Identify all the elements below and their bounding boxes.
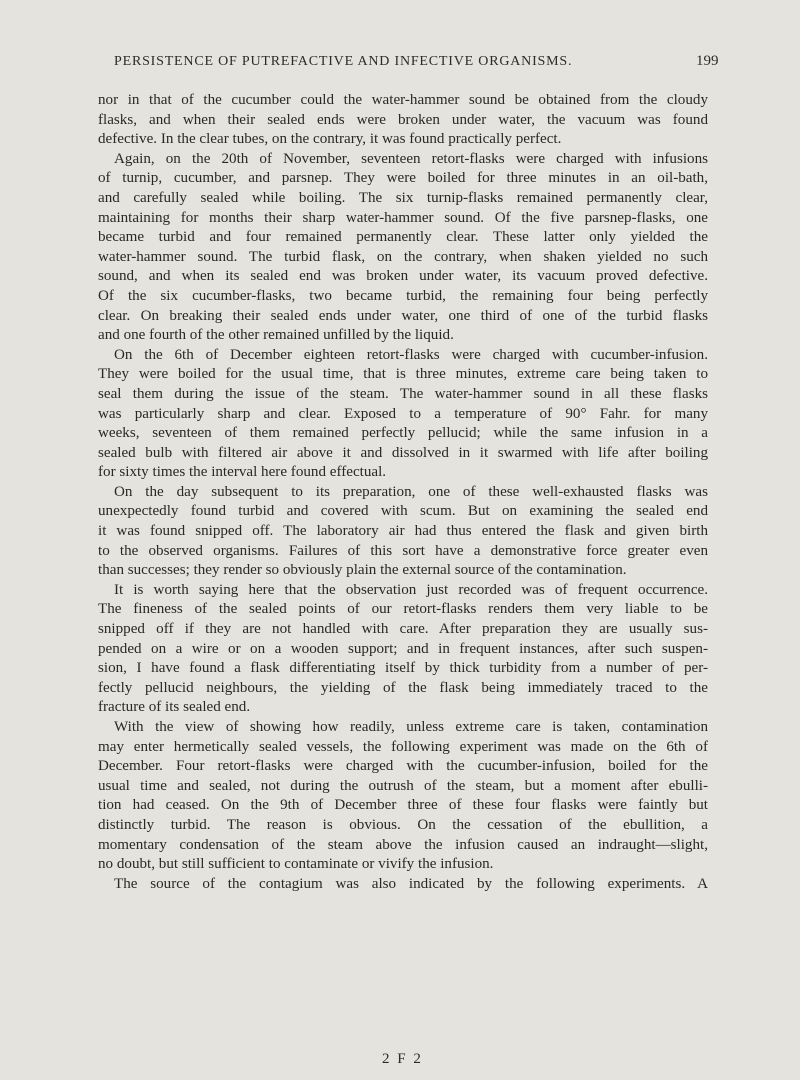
text-line: unexpectedly found turbid and covered with scum. But on examining the sealed end <box>98 503 708 520</box>
text-line: It is worth saying here that the observation just recorded was of frequent occurrence. <box>114 581 708 598</box>
running-title: PERSISTENCE OF PUTREFACTIVE AND INFECTIVE ORGANISMS. <box>114 54 573 69</box>
text-line: sealed bulb with filtered air above it and dissolved in it swarmed with life after boiling <box>98 444 708 461</box>
text-line: tion had ceased. On the 9th of December three of these four flasks were faintly but <box>98 797 708 814</box>
text-line: maintaining for months their sharp water-hammer sound. Of the five parsnep-flasks, one <box>98 209 708 226</box>
text-line: no doubt, but still sufficient to contaminate or vivify the infusion. <box>98 856 494 873</box>
text-line: of turnip, cucumber, and parsnep. They were boiled for three minutes in an oil-bath, <box>98 170 708 187</box>
text-line: snipped off if they are not handled with care. After preparation they are usually sus- <box>98 621 708 638</box>
text-line: flasks, and when their sealed ends were broken under water, the vacuum was found <box>98 111 708 128</box>
text-line: usual time and sealed, not during the outrush of the steam, but a moment after ebulli- <box>98 777 708 794</box>
text-line: The source of the contagium was also indicated by the following experiments. A <box>114 875 708 892</box>
text-line: it was found snipped off. The laboratory air had thus entered the flask and given birth <box>98 523 708 540</box>
text-line: weeks, seventeen of them remained perfectly pellucid; while the same infusion in a <box>98 425 708 442</box>
text-line: The fineness of the sealed points of our retort-flasks renders them very liable to be <box>98 601 708 618</box>
text-line: defective. In the clear tubes, on the contrary, it was found practically perfect. <box>98 131 562 148</box>
text-line: They were boiled for the usual time, that is three minutes, extreme care being taken to <box>98 366 708 383</box>
page-number: 199 <box>696 53 719 69</box>
text-line: momentary condensation of the steam above the infusion caused an indraught—slight, <box>98 836 708 853</box>
text-line: for sixty times the interval here found effectual. <box>98 464 387 481</box>
text-line: Of the six cucumber-flasks, two became turbid, the remaining four being perfectly <box>98 287 708 304</box>
text-line: fracture of its sealed end. <box>98 699 251 716</box>
text-line: Again, on the 20th of November, seventeen retort-flasks were charged with infusions <box>114 150 708 167</box>
text-line: sound, and when its sealed end was broken under water, its vacuum proved defective. <box>98 268 708 285</box>
text-line: seal them during the issue of the steam. The water-hammer sound in all these flasks <box>98 385 708 402</box>
text-line: was particularly sharp and clear. Exposed to a temperature of 90° Fahr. for many <box>98 405 708 422</box>
text-line: fectly pellucid neighbours, the yielding of the flask being immediately traced to the <box>98 679 708 696</box>
text-line: pended on a wire or on a wooden support; and in frequent instances, after such suspen- <box>98 640 708 657</box>
text-line: clear. On breaking their sealed ends under water, one third of one of the turbid flasks <box>98 307 708 324</box>
text-line: and carefully sealed while boiling. The six turnip-flasks remained permanently clear, <box>98 189 708 206</box>
printer-signature: 2 F 2 <box>382 1051 423 1067</box>
text-line: sion, I have found a flask differentiating itself by thick turbidity from a number of per- <box>98 660 708 677</box>
text-line: and one fourth of the other remained unfilled by the liquid. <box>98 327 454 344</box>
text-line: distinctly turbid. The reason is obvious. On the cessation of the ebullition, a <box>98 816 708 833</box>
body-text <box>98 91 708 894</box>
text-line: may enter hermetically sealed vessels, the following experiment was made on the 6th of <box>98 738 708 755</box>
text-line: than successes; they render so obviously plain the external source of the contamination. <box>98 562 627 579</box>
text-line: With the view of showing how readily, unless extreme care is taken, contamination <box>114 719 708 735</box>
text-line: On the 6th of December eighteen retort-flasks were charged with cucumber-infusion. <box>114 346 708 363</box>
text-line: to the observed organisms. Failures of this sort have a demonstrative force greater even <box>98 542 708 559</box>
text-line: On the day subsequent to its preparation, one of these well-exhausted flasks was <box>114 483 708 500</box>
text-line: water-hammer sound. The turbid flask, on the contrary, when shaken yielded no such <box>98 248 708 265</box>
text-line: nor in that of the cucumber could the water-hammer sound be obtained from the cloudy <box>98 92 708 108</box>
text-line: December. Four retort-flasks were charged with the cucumber-infusion, boiled for the <box>98 758 708 775</box>
text-line: became turbid and four remained permanently clear. These latter only yielded the <box>98 229 708 246</box>
